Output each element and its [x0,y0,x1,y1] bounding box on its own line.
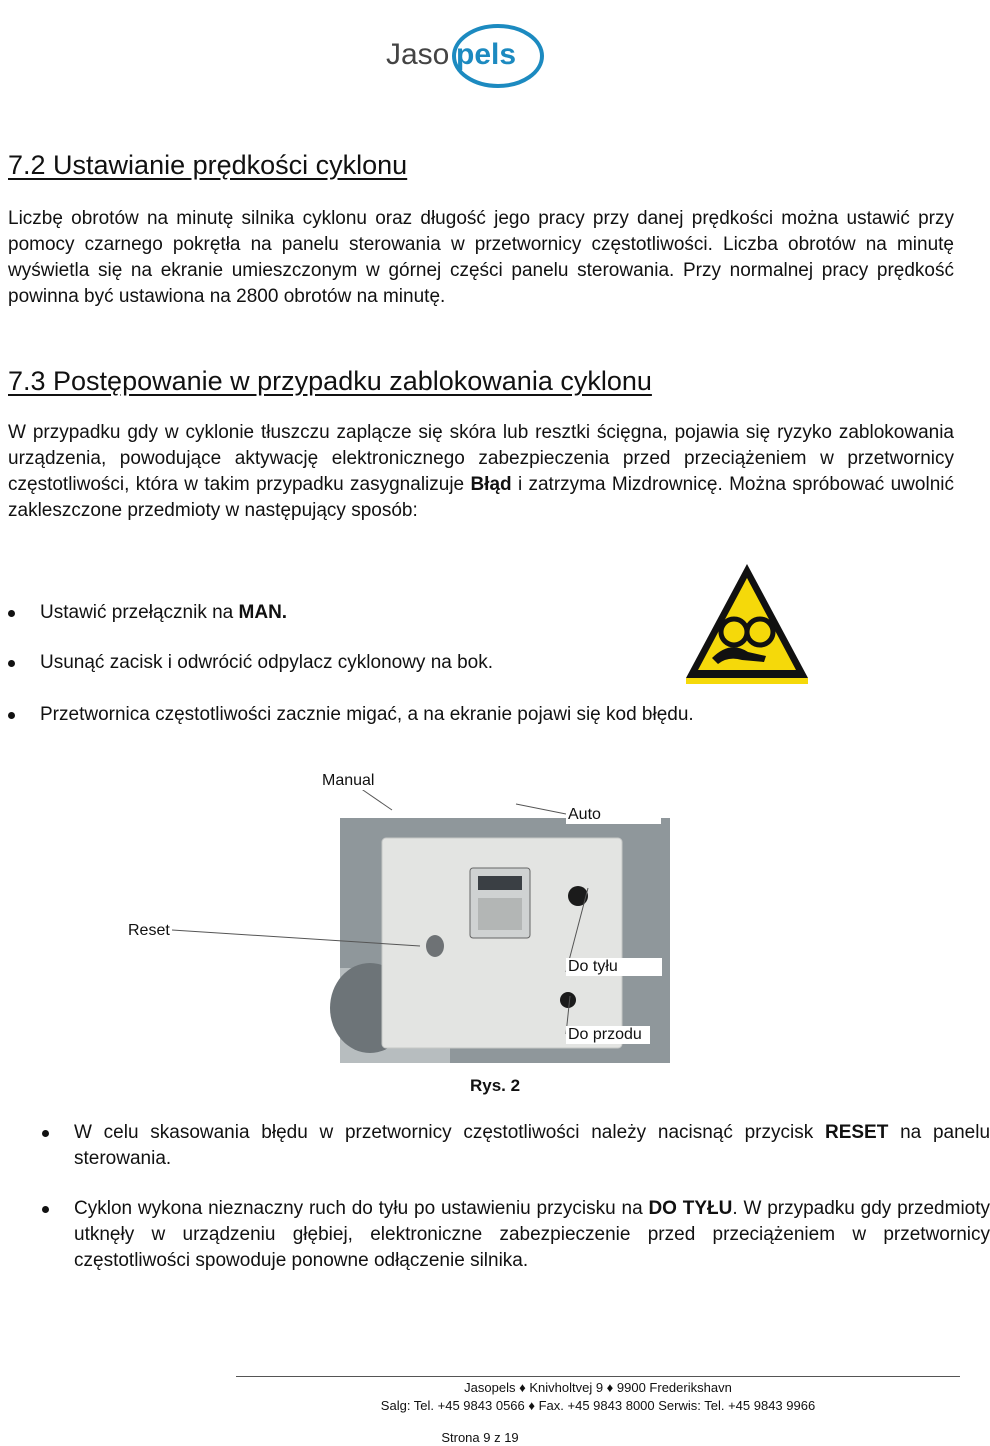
list-item-bold: MAN. [238,602,288,623]
list-item [8,702,940,728]
entanglement-warning-icon [682,560,812,685]
list-item-text: Przetwornica częstotliwości zacznie migać, a na ekranie pojawi się kod błędu. [40,704,694,725]
list-item-after: na panelu sterowania. [74,1122,990,1169]
figure-label-reset: Reset [128,922,170,939]
paragraph-part-a: W przypadku gdy w cyklonie tłuszczu zaplącze się skóra lub resztki ścięgna, pojawia się ryzyko zablokowania urządzenia, powodujące aktywację elektronicznego zabezpieczenia przed przeciążeniem w przetwornicy częstotliwości, która w takim przypadku zasygnalizuje [8,422,954,495]
figure-caption [470,1076,520,1096]
logo-text-a: Jaso [386,38,450,71]
list-item [42,1196,990,1274]
figure-caption-text: Rys. 2 [470,1076,521,1095]
list-item-text: Usunąć zacisk i odwrócić odpylacz cyklonowy na bok. [40,652,494,673]
page-number: Strona 9 z 19 [441,1430,519,1445]
list-item-text: Ustawić przełącznik na [40,602,239,623]
figure-callout-lines [0,760,960,1060]
logo-text-b: pels [456,38,517,71]
figure-label-front: Do przodu [566,1026,650,1044]
list-item-bold: DO TYŁU [648,1198,733,1219]
list-item-after: . W przypadku gdy przedmioty utknęły w urządzeniu głębiej, elektroniczne zabezpieczenie przed przeciążeniem w przetwornicy częstotliwości spowoduje ponowne odłączenie silnika. [74,1198,990,1271]
figure-label-back: Do tyłu [566,958,662,976]
footer-address: Jasopels ♦ Knivholtvej 9 ♦ 9900 Frederikshavn [464,1380,732,1395]
figure-label-manual: Manual [322,772,375,789]
bullet-dot-icon [42,1206,49,1213]
section-heading-7-3: 7.3 Postępowanie w przypadku zablokowania cyklonu [8,366,652,396]
list-item [42,1120,990,1172]
list-item-text: Cyklon wykona nieznaczny ruch do tyłu po ustawieniu przycisku na [74,1198,649,1219]
list-item [8,600,700,626]
footer-contacts: Salg: Tel. +45 9843 0566 ♦ Fax. +45 9843 8000 Serwis: Tel. +45 9843 9966 [380,1398,816,1413]
list-item-text: W celu skasowania błędu w przetwornicy częstotliwości należy nacisnąć przycisk [74,1122,825,1143]
footer-divider [236,1376,960,1377]
section-paragraph-7-3 [8,420,954,524]
paragraph-bold-error: Błąd [470,474,512,495]
paragraph-part-b: i zatrzyma Mizdrownicę. Można spróbować uwolnić zakleszczone przedmioty w następujący sposób: [8,474,954,521]
list-item [8,650,700,676]
bullet-dot-icon [8,610,15,617]
jasopels-logo [380,18,560,98]
bullet-dot-icon [8,712,15,719]
list-item-bold: RESET [824,1122,889,1143]
section-heading-7-2: 7.2 Ustawianie prędkości cyklonu [8,150,408,180]
bullet-dot-icon [8,660,15,667]
bullet-dot-icon [42,1130,49,1137]
figure-label-auto: Auto [566,806,661,824]
section-paragraph-7-2: Liczbę obrotów na minutę silnika cyklonu oraz długość jego pracy przy danej prędkości można ustawić przy pomocy czarnego pokrętła na panelu sterowania w przetwornicy częstotliwości. Liczba obrotów na minutę wyświetla się na ekranie umieszczonym w górnej części panelu sterowania. Przy normalnej pracy prędkość powinna być ustawiona na 2800 obrotów na minutę. [8,208,954,307]
